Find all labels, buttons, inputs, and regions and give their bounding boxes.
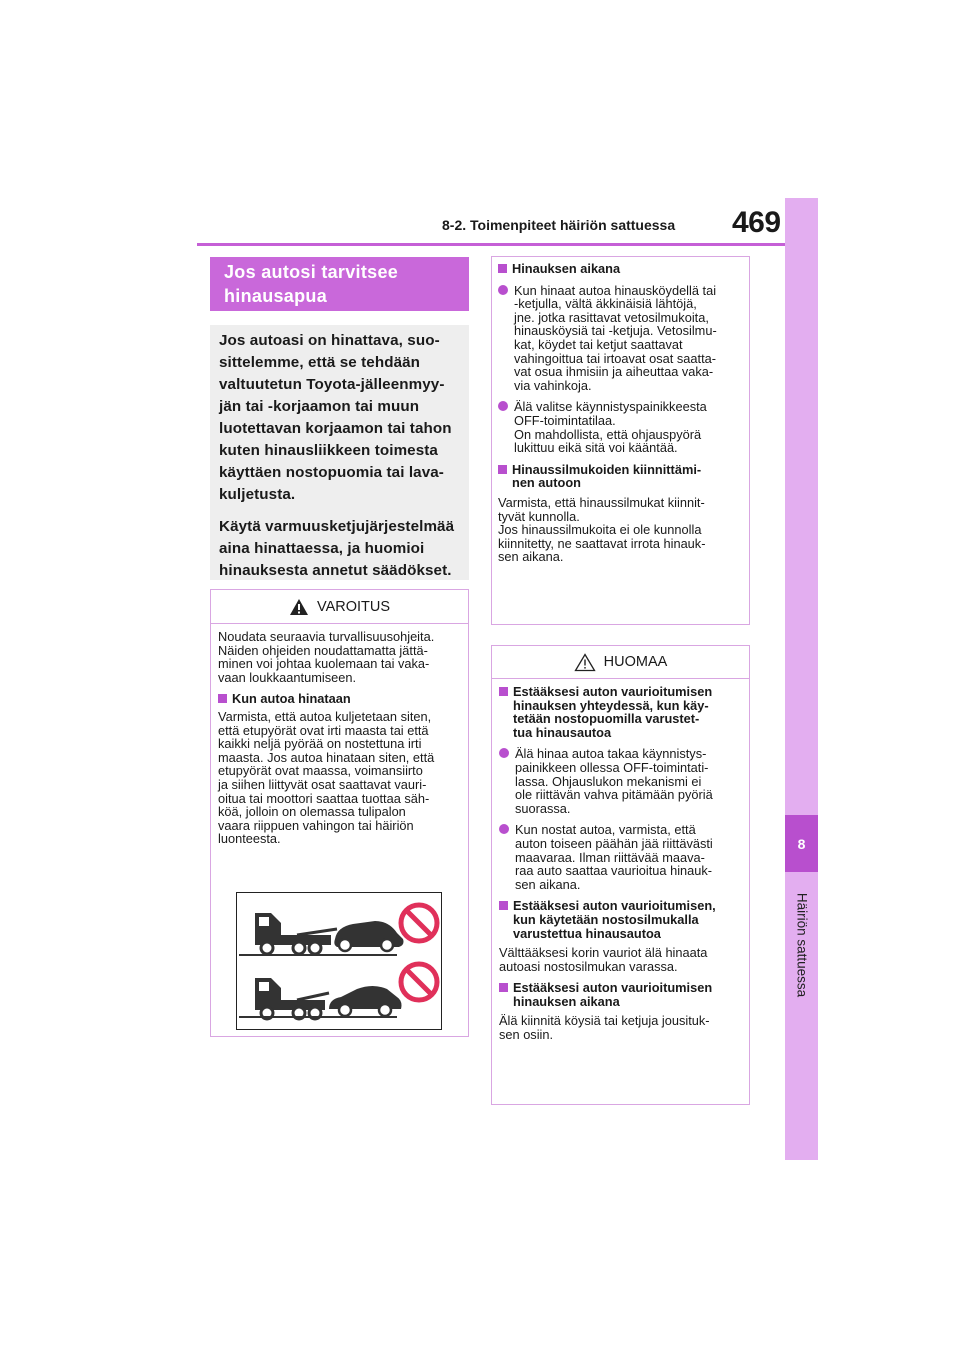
line: etupyörät ovat maassa, voimansiirto	[218, 763, 423, 779]
tow-truck-icon	[255, 913, 337, 954]
heading-text	[513, 899, 716, 940]
line: Estääksesi auton vaurioitumisen	[513, 684, 713, 699]
bullet-text	[515, 823, 713, 891]
square-bullet-icon	[499, 983, 508, 992]
line: vaan loukkaantumiseen.	[218, 669, 357, 685]
car-icon	[334, 921, 403, 951]
notice-label: HUOMAA	[603, 654, 668, 670]
line: sen osiin.	[499, 1027, 554, 1043]
square-bullet-icon	[498, 264, 507, 273]
notice-text	[499, 946, 742, 973]
line: Estääksesi auton vaurioitumisen,	[513, 898, 716, 914]
heading-during-towing	[498, 262, 743, 276]
line: Jos hinaussilmukoita ei ole kunnolla	[498, 522, 702, 538]
line: lukittuu eikä sitä voi kääntää.	[514, 440, 678, 456]
line: nen autoon	[512, 475, 581, 491]
bullet-item	[498, 400, 743, 454]
line: Älä valitse käynnistyspainikkeesta	[514, 399, 707, 415]
line: auton toiseen päähän jää riittävästi	[515, 835, 713, 851]
notice-heading	[499, 899, 742, 940]
caution-triangle-icon	[574, 653, 596, 672]
line: autoasi nostosilmukan varassa.	[499, 958, 678, 974]
round-bullet-icon	[498, 285, 508, 295]
towing-instructions-box	[491, 256, 750, 625]
line: Älä kiinnitä köysiä tai ketjuja jousituk-	[499, 1013, 710, 1029]
notice-box	[491, 645, 750, 1105]
notice-heading	[499, 981, 742, 1008]
line: jne. jotka rasittavat vetosilmukoita,	[514, 309, 709, 325]
notice-body	[492, 679, 749, 1042]
line: hinauksesta annetut säädökset.	[219, 562, 452, 579]
line: hinausköysiä tai -ketjuja. Vetosilmu-	[514, 323, 717, 339]
notice-header	[492, 646, 749, 679]
line: Älä hinaa autoa takaa käynnistys-	[515, 746, 707, 762]
header-rule	[197, 243, 785, 246]
warning-label: VAROITUS	[316, 598, 391, 615]
line: minen voi johtaa kuolemaan tai vaka-	[218, 656, 430, 672]
line: kat, köydet tai ketjut saattavat	[514, 336, 683, 352]
line: Kun hinaat autoa hinausköydellä tai	[514, 282, 717, 298]
heading-text	[512, 463, 701, 490]
round-bullet-icon	[499, 748, 509, 758]
square-bullet-icon	[218, 694, 227, 703]
line: oitua tai moottori saattaa tuottaa säh-	[218, 790, 430, 806]
page-number: 469	[732, 206, 781, 239]
line: Varmista, että hinaussilmukat kiinnit-	[498, 494, 705, 510]
heading-text: Hinauksen aikana	[512, 261, 621, 276]
topic-title-line: hinausapua	[224, 286, 328, 306]
line: painikkeen ollessa OFF-toimintati-	[515, 759, 709, 775]
line: Näiden ohjeiden noudattamatta jättä-	[218, 642, 428, 658]
line: Kun nostat autoa, varmista, että	[515, 822, 696, 838]
line: via vahinkoja.	[514, 377, 592, 393]
line: luotettavan korjaamon tai tahon	[219, 420, 452, 437]
bullet-text	[514, 400, 707, 454]
notice-text	[499, 1014, 742, 1041]
line: Hinaussilmukoiden kiinnittämi-	[512, 461, 702, 477]
chapter-title	[785, 880, 818, 1010]
line: Estääksesi auton vaurioitumisen	[513, 980, 713, 996]
bullet-item	[499, 747, 742, 815]
chapter-number: 8	[785, 815, 818, 872]
topic-title-line: Jos autosi tarvitsee	[224, 262, 399, 282]
intro-box	[210, 325, 469, 580]
line: raa auto saattaa vaurioitua hinauk-	[515, 863, 713, 879]
line: lassa. Ohjauslukon mekanismi ei	[515, 773, 702, 789]
line: hinauksen yhteydessä, kun käy-	[513, 697, 709, 713]
line: luonteesta.	[218, 831, 281, 847]
topic-title	[210, 257, 469, 311]
line: OFF-toimintatilaa.	[514, 412, 616, 428]
line: On mahdollista, että ohjauspyörä	[514, 426, 702, 442]
line: käyttäen nostopuomia tai lava-	[219, 464, 444, 481]
square-bullet-icon	[499, 687, 508, 696]
line: kiinnitetty, ne saattavat irrota hinauk-	[498, 535, 706, 551]
warning-header	[211, 590, 468, 624]
line: jän tai -korjaamon tai muun	[219, 398, 420, 415]
line: kun käytetään nostosilmukalla	[513, 911, 699, 927]
line: varustettua hinausautoa	[513, 925, 661, 941]
line: Noudata seuraavia turvallisuusohjeita.	[218, 629, 435, 644]
round-bullet-icon	[499, 824, 509, 834]
line: maasta. Jos autoa hinataan siten, että	[218, 749, 435, 765]
intro-paragraph-2	[219, 516, 461, 582]
towing-diagram	[237, 893, 441, 1029]
line: Jos autoasi on hinattava, suo-	[219, 332, 440, 349]
line: tetään nostopuomilla varustet-	[513, 711, 700, 727]
round-bullet-icon	[498, 401, 508, 411]
heading-text: Kun autoa hinataan	[232, 691, 351, 707]
line: Varmista, että autoa kuljetetaan siten,	[218, 708, 432, 724]
line: aina hinattaessa, ja huomioi	[219, 540, 425, 557]
eyelets-text	[498, 496, 743, 564]
bullet-item	[498, 284, 743, 393]
chapter-side-tab	[785, 198, 818, 1160]
line: -ketjulla, vältä äkkinäisiä lähtöjä,	[514, 296, 697, 312]
line: ja siihen liittyvät osat saattavat vauri-	[218, 776, 427, 792]
line: kuljetusta.	[219, 486, 296, 503]
heading-text	[513, 981, 712, 1008]
line: kuten hinausliikkeen toimesta	[219, 442, 438, 459]
warning-intro	[218, 630, 461, 684]
line: sittelemme, että se tehdään	[219, 354, 421, 371]
line: valtuutetun Toyota-jälleenmyy-	[219, 376, 445, 393]
line: sen aikana.	[515, 876, 581, 892]
notice-heading	[499, 685, 742, 739]
line: Käytä varmuusketjujärjestelmää	[219, 518, 455, 535]
bullet-text	[515, 747, 713, 815]
heading-text	[513, 685, 712, 739]
warning-heading	[218, 692, 461, 706]
line: tua hinausautoa	[513, 724, 612, 740]
square-bullet-icon	[499, 901, 508, 910]
square-bullet-icon	[498, 465, 507, 474]
line: tyvät kunnolla.	[498, 508, 580, 524]
warning-triangle-icon	[289, 598, 309, 616]
line: vaara riippuen vahingon tai häiriön	[218, 817, 414, 833]
warning-body	[211, 624, 468, 846]
line: hinauksen aikana	[513, 993, 620, 1009]
line: maavaraa. Ilman riittävää maava-	[515, 849, 705, 865]
line: vat osua ihmisiin ja aiheuttaa vaka-	[514, 364, 714, 380]
line: sen aikana.	[498, 549, 564, 565]
line: suorassa.	[515, 800, 571, 816]
car-icon	[329, 986, 402, 1016]
line: vahingoittua tai irtoavat osat saatta-	[514, 350, 717, 366]
line: ole riittävän vahva pitämään pyöriä	[515, 787, 713, 803]
section-title: 8-2. Toimenpiteet häiriön sattuessa	[442, 217, 676, 233]
chapter-title-text: Häiriön sattuessa	[794, 892, 809, 998]
line: kaikki neljä pyörää on nostettuna irti	[218, 736, 422, 752]
bullet-item	[499, 823, 742, 891]
prohibition-icon	[401, 905, 437, 941]
tow-truck-icon	[255, 978, 329, 1019]
intro-paragraph	[219, 330, 461, 506]
heading-towing-eyelets	[498, 463, 743, 490]
line: että etupyörät ovat irti maasta tai että	[218, 722, 429, 738]
line: köä, jolloin on olemassa tulipalon	[218, 804, 406, 820]
line: Välttääksesi korin vauriot älä hinaata	[499, 945, 708, 961]
prohibition-icon	[401, 964, 437, 1000]
towing-illustration	[236, 892, 442, 1030]
bullet-text	[514, 284, 717, 393]
warning-text	[218, 710, 461, 846]
